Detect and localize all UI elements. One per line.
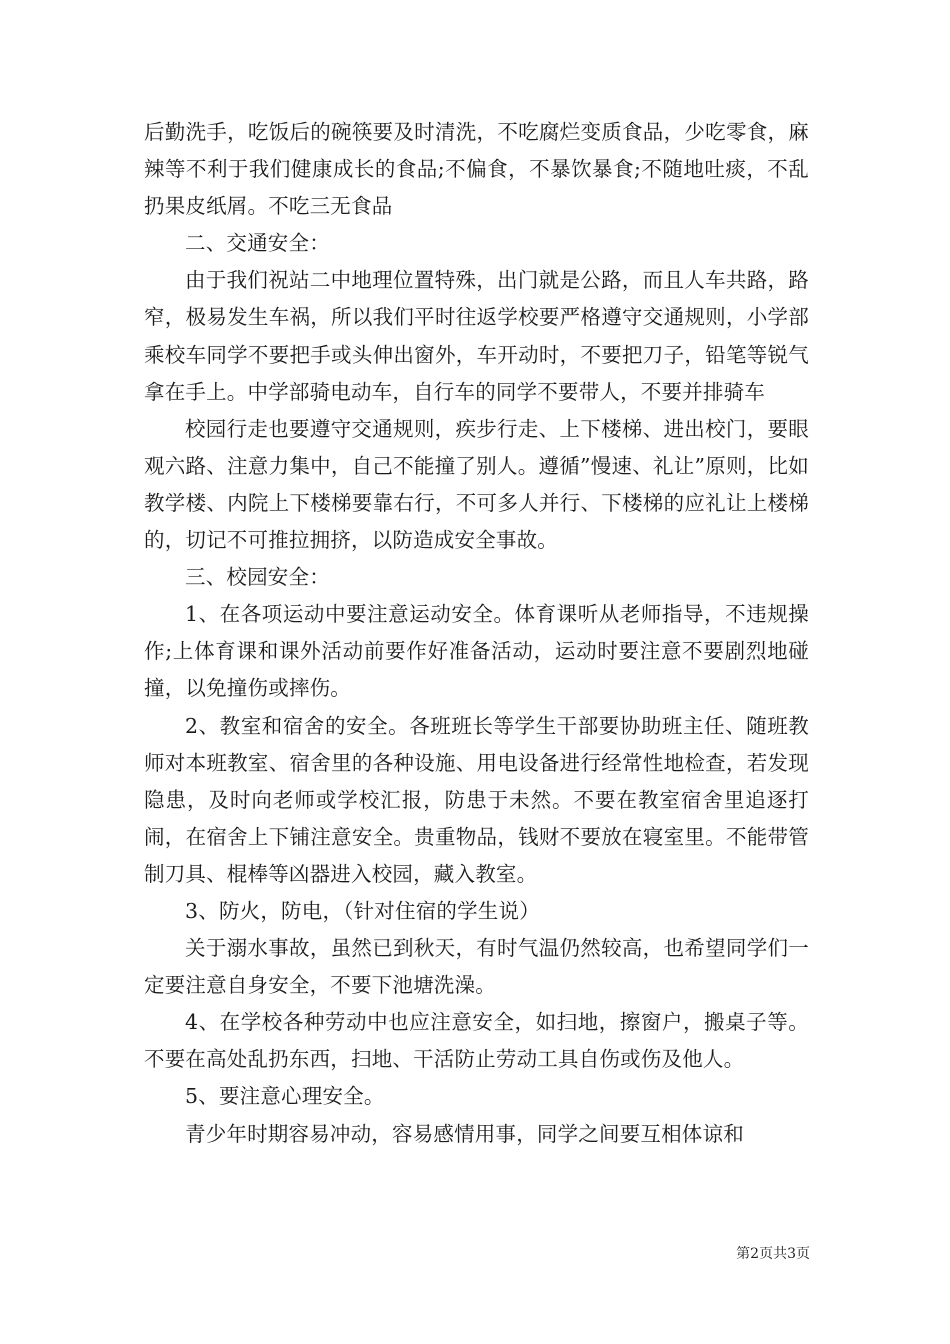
document-body	[144, 114, 809, 1153]
paragraph: 3、防火，防电，（针对住宿的学生说）	[185, 898, 540, 923]
page-number: 第2页共3页	[736, 1246, 810, 1262]
paragraph: 1、在各项运动中要注意运动安全。体育课听从老师指导，不违规操作;上体育课和课外活动前要作好准备活动，运动时要注意不要剧烈地碰撞，以免撞伤或摔伤。	[144, 602, 809, 701]
paragraph: 校园行走也要遵守交通规则，疾步行走、上下楼梯、进出校门，要眼观六路、注意力集中，自己不能撞了别人。遵循”慢速、礼让”原则，比如教学楼、内院上下楼梯要靠右行，不可多人并行、下楼梯的应礼让上楼梯的，切记不可推拉拥挤，以防造成安全事故。	[144, 416, 809, 553]
paragraph: 4、在学校各种劳动中也应注意安全，如扫地，擦窗户，搬桌子等。不要在高处乱扔东西，扫地、干活防止劳动工具自伤或伤及他人。	[144, 1010, 809, 1072]
section-heading-campus-safety: 三、校园安全：	[185, 565, 330, 590]
paragraph: 青少年时期容易冲动，容易感情用事，同学之间要互相体谅和	[185, 1121, 744, 1146]
paragraph: 2、教室和宿舍的安全。各班班长等学生干部要协助班主任、随班教师对本班教室、宿舍里的各种设施、用电设备进行经常性地检查，若发现隐患，及时向老师或学校汇报，防患于未然。不要在教室宿舍里追逐打闹，在宿舍上下铺注意安全。贵重物品，钱财不要放在寝室里。不能带管制刀具、棍棒等凶器进入校园，藏入教室。	[144, 713, 809, 886]
paragraph: 后勤洗手，吃饭后的碗筷要及时清洗，不吃腐烂变质食品，少吃零食，麻辣等不利于我们健康成长的食品;不偏食，不暴饮暴食;不随地吐痰，不乱扔果皮纸屑。不吃三无食品	[144, 120, 809, 219]
paragraph: 5、要注意心理安全。	[185, 1084, 385, 1109]
paragraph: 关于溺水事故，虽然已到秋天，有时气温仍然较高，也希望同学们一定要注意自身安全，不要下池塘洗澡。	[144, 936, 809, 998]
section-heading-traffic-safety: 二、交通安全：	[185, 231, 330, 256]
paragraph: 由于我们祝站二中地理位置特殊，出门就是公路，而且人车共路，路窄，极易发生车祸，所以我们平时往返学校要严格遵守交通规则，小学部乘校车同学不要把手或头伸出窗外，车开动时，不要把刀子，铅笔等锐气拿在手上。中学部骑电动车，自行车的同学不要带人，不要并排骑车	[144, 268, 809, 404]
